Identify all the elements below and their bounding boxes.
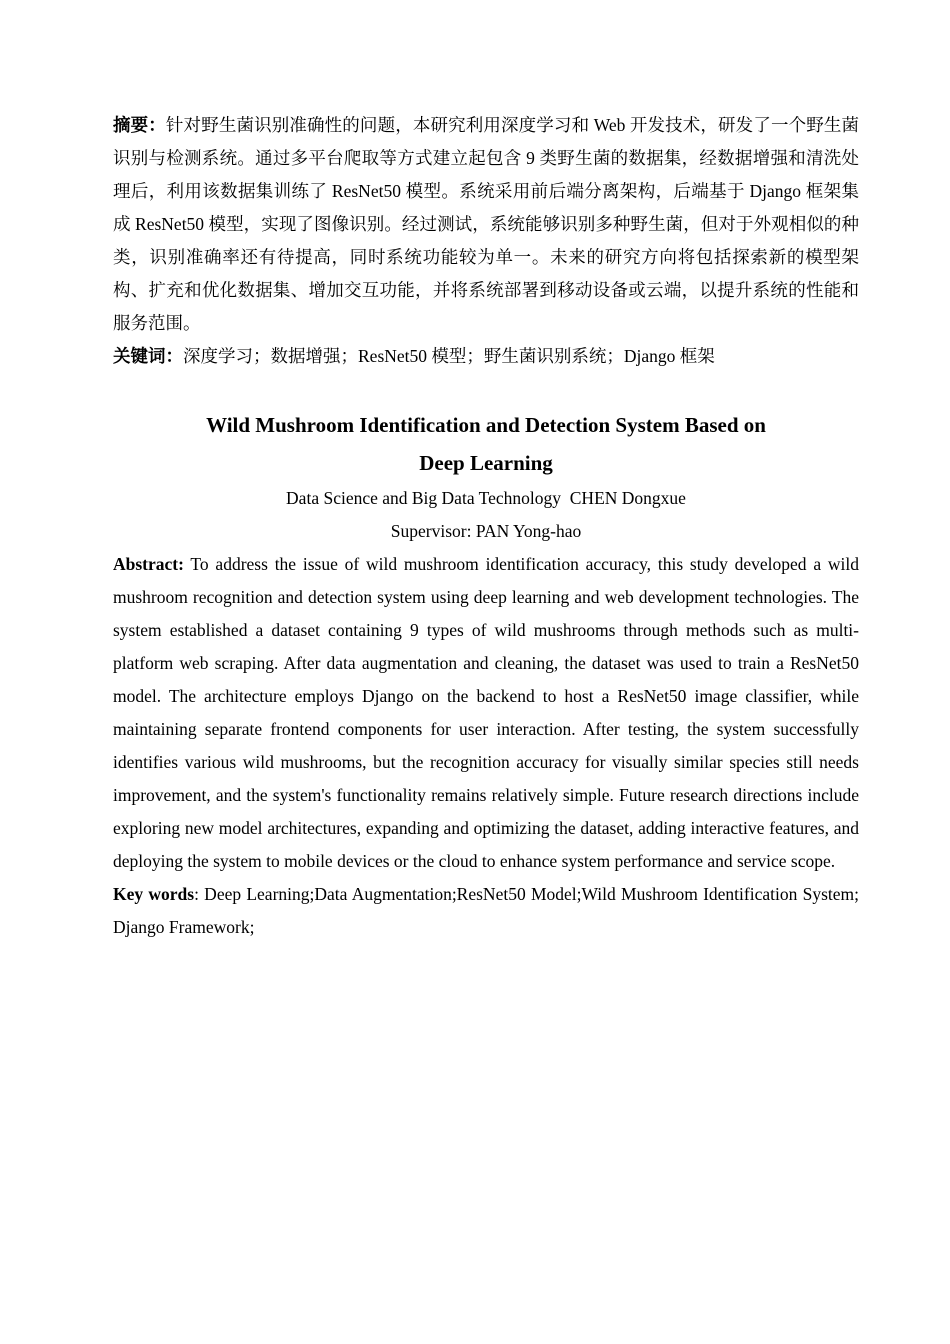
major-author: Data Science and Big Data Technology CHEN Dongxue bbox=[286, 488, 686, 508]
english-keywords-label: Key words bbox=[113, 884, 195, 904]
english-abstract-label: Abstract: bbox=[113, 554, 184, 574]
chinese-abstract-label: 摘要： bbox=[113, 115, 166, 135]
chinese-abstract bbox=[113, 109, 859, 340]
english-abstract bbox=[113, 548, 859, 878]
chinese-abstract-text: 针对野生菌识别准确性的问题，本研究利用深度学习和 Web 开发技术，研发了一个野生菌识别与检测系统。通过多平台爬取等方式建立起包含 9 类野生菌的数据集，经数据增强和清洗处理后，利用该数据集训练了 ResNet50 模型。系统采用前后端分离架构，后端基于 Django 框架集成 ResNet50 模型，实现了图像识别。经过测试，系统能够识别多种野生菌，但对于外观相似的种类，识别准确率还有待提高，同时系统功能较为单一。未来的研究方向将包括探索新的模型架构、扩充和优化数据集、增加交互功能，并将系统部署到移动设备或云端，以提升系统的性能和服务范围。 bbox=[113, 115, 860, 333]
english-title-line1: Wild Mushroom Identification and Detection System Based on bbox=[206, 413, 766, 437]
chinese-abstract-section bbox=[113, 109, 859, 373]
english-title-line2: Deep Learning bbox=[419, 451, 553, 475]
english-title bbox=[113, 406, 859, 482]
english-abstract-text: To address the issue of wild mushroom identification accuracy, this study developed a wild mushroom recognition and detection system using deep learning and web development technologies. The system established a dataset containing 9 types of wild mushrooms through methods such as multi-platform web scraping. After data augmentation and cleaning, the dataset was used to train a ResNet50 model. The architecture employs Django on the backend to host a ResNet50 image classifier, while maintaining separate frontend components for user interaction. After testing, the system successfully identifies various wild mushrooms, but the recognition accuracy for visually similar species still needs improvement, and the system's functionality remains relatively simple. Future research directions include exploring new model architectures, expanding and optimizing the dataset, adding interactive features, and deploying the system to mobile devices or the cloud to enhance system performance and service scope. bbox=[113, 554, 859, 871]
english-keywords-text: : Deep Learning;Data Augmentation;ResNet50 Model;Wild Mushroom Identification System; Django Framework; bbox=[113, 884, 859, 937]
document-page bbox=[113, 109, 859, 944]
chinese-keywords-text: 深度学习；数据增强；ResNet50 模型；野生菌识别系统；Django 框架 bbox=[183, 346, 715, 366]
chinese-keywords bbox=[113, 340, 859, 373]
english-keywords bbox=[113, 878, 859, 944]
supervisor: Supervisor: PAN Yong-hao bbox=[390, 521, 582, 541]
chinese-keywords-label: 关键词： bbox=[113, 346, 183, 366]
